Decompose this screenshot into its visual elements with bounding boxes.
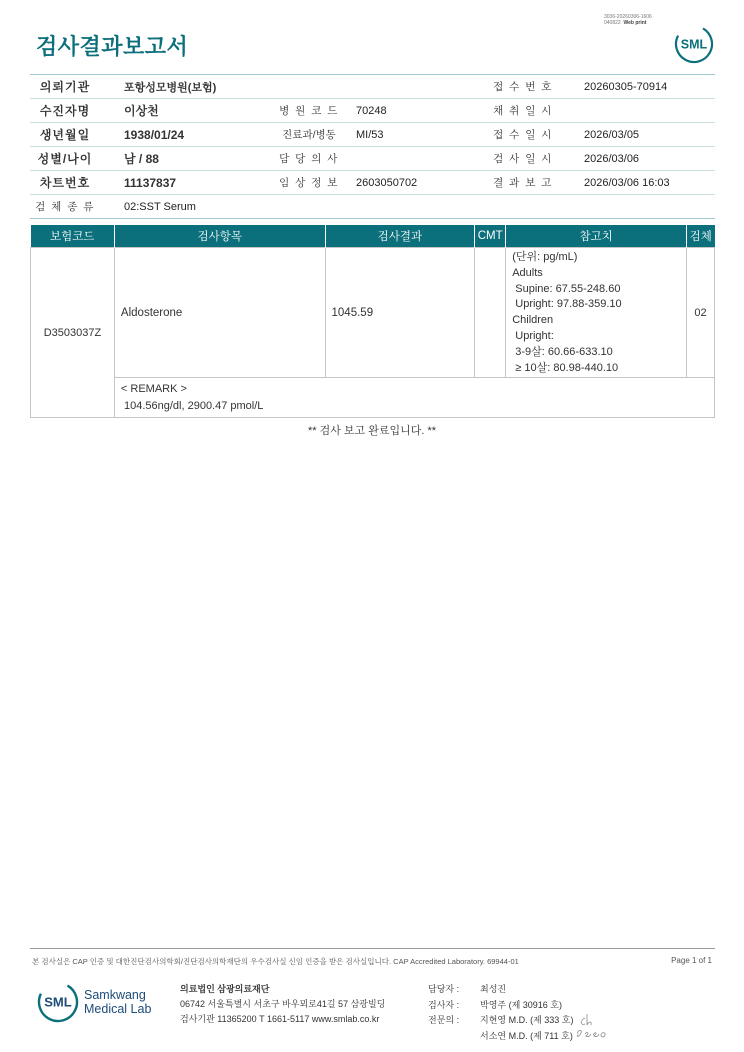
test-item-cell: Aldosterone (114, 248, 325, 378)
specimen-cell: 02 (687, 248, 715, 378)
reference-line: (단위: pg/mL) (512, 251, 578, 263)
results-header-row (31, 225, 715, 248)
organization-info (180, 982, 385, 1027)
specimen-type-value: 02:SST Serum (124, 200, 196, 213)
header-insurance-code: 보험코드 (31, 225, 115, 248)
org-address: 06742 서울특별시 서초구 바우뫼로41길 57 삼광빌딩 (180, 999, 386, 1009)
report-time-value: 2026/03/06 16:03 (584, 176, 670, 189)
table-row (31, 248, 715, 378)
remark-row (31, 378, 715, 418)
staff-name: 서소연 M.D. (제 711 호) (480, 1030, 573, 1041)
staff-list (428, 982, 573, 1044)
header-reference: 참고치 (506, 225, 687, 248)
info-row-sex-age (30, 147, 715, 171)
insurance-code-cell: D3503037Z (31, 248, 115, 418)
reference-cell (506, 248, 687, 378)
staff-role: 전문의 : (428, 1015, 460, 1025)
remark-title: < REMARK > (120, 382, 187, 395)
info-row-birth (30, 123, 715, 147)
accession-value: 20260305-70914 (584, 80, 668, 93)
header-test-item: 검사항목 (114, 225, 325, 248)
birthdate-label: 생년월일 (39, 128, 91, 142)
org-contact: 검사기관 11365200 T 1661-5117 www.smlab.co.kr (180, 1014, 380, 1024)
info-row-specimen (30, 195, 715, 219)
result-cell: 1045.59 (325, 248, 475, 378)
org-name: 의료법인 삼광의료재단 (180, 984, 270, 994)
doctor-label: 담 당 의 사 (279, 153, 339, 165)
svg-text:SML: SML (680, 37, 708, 52)
received-time-label: 접 수 일 시 (493, 129, 553, 141)
chart-number-label: 차트번호 (39, 176, 91, 190)
page-number: Page 1 of 1 (671, 956, 712, 965)
collection-time-label: 채 취 일 시 (493, 105, 553, 117)
info-row-referrer (30, 75, 715, 99)
header-cmt: CMT (475, 225, 506, 248)
staff-role (428, 1029, 480, 1045)
hospital-code-value: 70248 (356, 104, 387, 117)
patient-name-value: 이상천 (124, 104, 159, 118)
signature-image (576, 1010, 610, 1040)
reference-line: Adults (512, 266, 543, 279)
referrer-value: 포항성모병원(보험) (124, 81, 217, 94)
staff-row (428, 1013, 573, 1029)
test-time-value: 2026/03/06 (584, 152, 640, 165)
remark-cell (114, 378, 714, 418)
header-result: 검사결과 (325, 225, 475, 248)
header-specimen: 검체 (687, 225, 715, 248)
sml-logo (674, 24, 714, 64)
hospital-code-label: 병 원 코 드 (279, 105, 339, 117)
received-time-value: 2026/03/05 (584, 128, 640, 141)
birthdate-value: 1938/01/24 (124, 127, 185, 142)
sml-footer-logo (36, 980, 80, 1024)
accreditation-note: 본 검사실은 CAP 인증 및 대한진단검사의학회/진단검사의학재단의 우수검사실 신임 인증을 받은 검사실입니다. CAP Accredited Laboratory. 69944-01 (32, 957, 519, 966)
patient-info-table (30, 74, 715, 219)
sex-age-value: 남 / 88 (124, 152, 159, 166)
staff-row (428, 982, 573, 998)
print-meta (604, 14, 652, 26)
brand-line2: Medical Lab (84, 1002, 152, 1016)
department-label: 진료과/병동 (282, 129, 336, 141)
remark-text: 104.56ng/dl, 2900.47 pmol/L (120, 399, 264, 412)
staff-role: 검사자 : (428, 999, 460, 1010)
staff-name: 최성진 (480, 984, 507, 994)
staff-name: 박영주 (제 30916 호) (480, 999, 562, 1010)
brand-line1: Samkwang (84, 988, 146, 1002)
referrer-label: 의뢰기관 (39, 80, 91, 94)
clinical-info-label: 임 상 정 보 (279, 177, 339, 189)
staff-role: 담당자 : (428, 984, 460, 994)
specimen-type-label: 검 체 종 류 (35, 201, 95, 213)
patient-name-label: 수진자명 (39, 104, 91, 118)
info-row-patient (30, 99, 715, 123)
reference-line: Upright: (512, 329, 554, 342)
svg-text:SML: SML (44, 994, 72, 1010)
department-value: MI/53 (356, 128, 384, 141)
reference-line: 3-9살: 60.66-633.10 (512, 345, 613, 358)
brand-name (84, 988, 151, 1016)
results-table (30, 225, 715, 418)
reference-line: Children (512, 314, 554, 327)
sex-age-label: 성별/나이 (37, 152, 93, 166)
cmt-cell (475, 248, 506, 378)
clinical-info-value: 2603050702 (356, 176, 418, 189)
staff-row (428, 998, 573, 1014)
completion-note: ** 검사 보고 완료입니다. ** (307, 425, 437, 437)
print-mode: 040822 Web print (604, 20, 647, 26)
print-id: 3036-20260306-1606 (604, 14, 652, 20)
chart-number-value: 11137837 (124, 175, 177, 190)
info-row-chart (30, 171, 715, 195)
page-title: 검사결과보고서 (36, 34, 189, 59)
staff-row (428, 1029, 573, 1045)
staff-name: 지현영 M.D. (제 333 호) (480, 1015, 574, 1025)
footer-divider (30, 948, 715, 949)
reference-line: Upright: 97.88-359.10 (512, 298, 622, 311)
accession-label: 접 수 번 호 (493, 81, 553, 93)
reference-line: ≥ 10살: 80.98-440.10 (512, 361, 619, 374)
reference-line: Supine: 67.55-248.60 (512, 282, 621, 295)
report-time-label: 결 과 보 고 (493, 177, 553, 189)
test-time-label: 검 사 일 시 (493, 153, 553, 165)
